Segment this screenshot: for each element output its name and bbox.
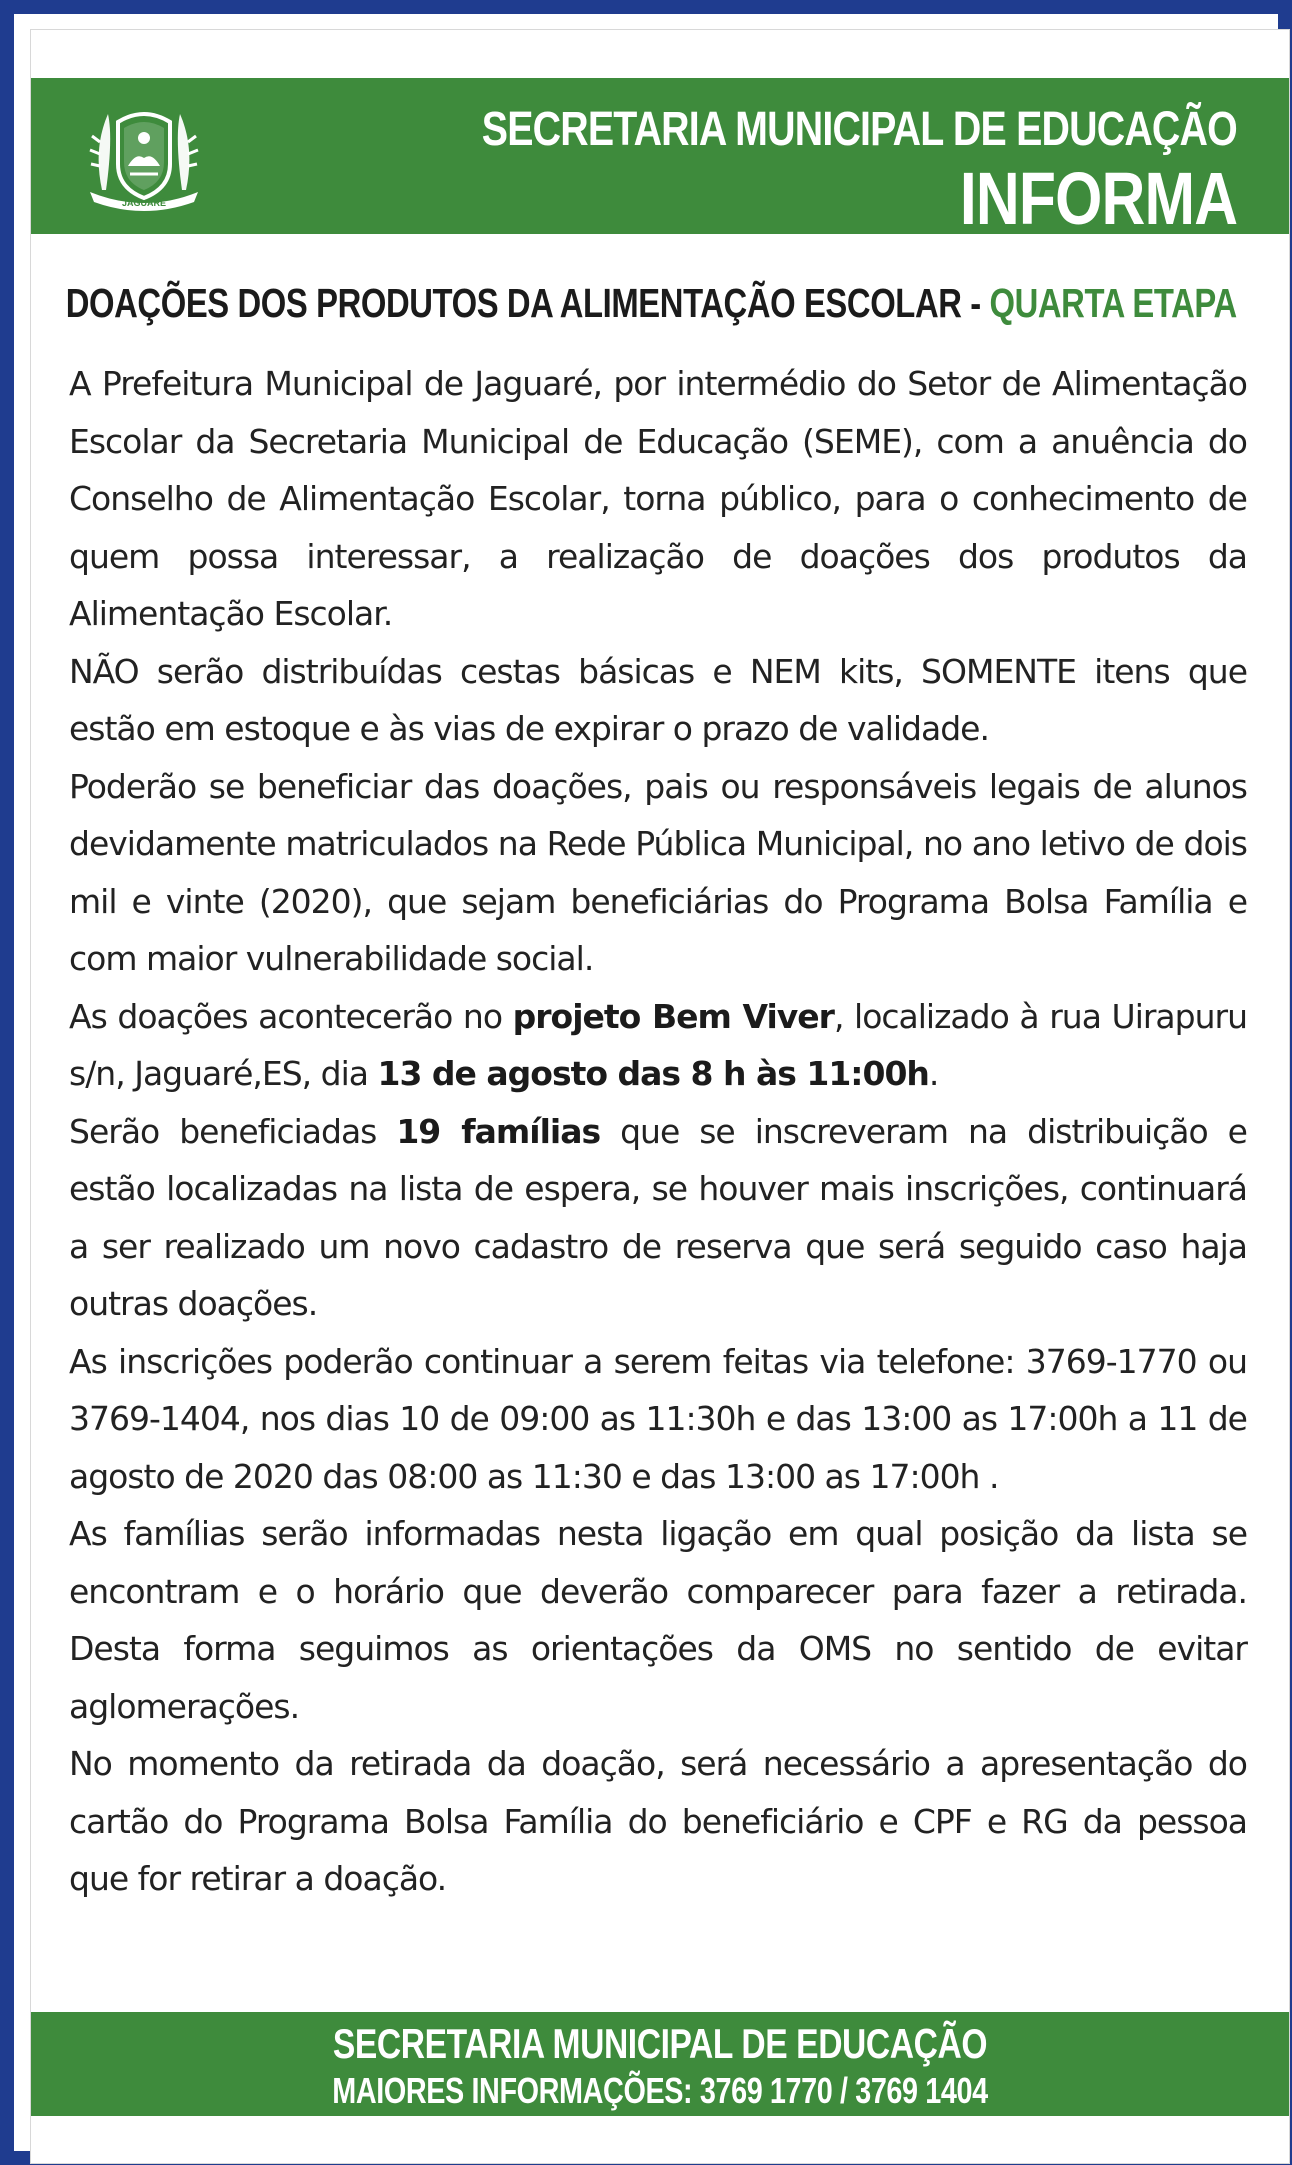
notice-body [69,355,1247,1908]
notice-heading [66,280,1237,327]
jaguare-coat-of-arms-icon [84,102,204,212]
location-address: , localizado à rua Uirapuru s/n, Jaguaré,ES, dia [69,996,1247,1093]
location-date: 13 de agosto das 8 h às 11:00h [377,1054,929,1093]
notice-heading-main: DOAÇÕES DOS PRODUTOS DA ALIMENTAÇÃO ESCOLAR - [66,280,990,326]
paragraph-intro: A Prefeitura Municipal de Jaguaré, por intermédio do Setor de Alimentação Escolar da Secretaria Municipal de Educação (SEME), com a anuência do Conselho de Alimentação Escolar, torna público, para o conhecimento de quem possa interessar, a realização de doações dos produtos da Alimentação Escolar. [69,364,1247,633]
poster-canvas [31,30,1289,2163]
notice-heading-accent: QUARTA ETAPA [989,280,1237,326]
header-band [31,78,1289,240]
paragraph-documents: No momento da retirada da doação, será necessário a apresentação do cartão do Programa Bolsa Família do beneficiário e CPF e RG da pessoa que for retirar a doação. [69,1744,1247,1898]
paragraph-location [69,988,1247,1103]
location-end: . [928,1054,939,1093]
families-text: Serão beneficiadas [69,1111,397,1151]
families-detail: que se inscreveram na distribuição e estão localizadas na lista de espera, se houver mais inscrições, continuará a ser realizado um novo cadastro de reserva que será seguido caso haja outras doações. [69,1111,1247,1323]
paragraph-eligibility: Poderão se beneficiar das doações, pais ou responsáveis legais de alunos devidamente matriculados na Rede Pública Municipal, no ano letivo de dois mil e vinte (2020), que sejam beneficiárias do Programa Bolsa Família e com maior vulnerabilidade social. [69,766,1247,978]
paragraph-queue: As famílias serão informadas nesta ligação em qual posição da lista se encontram e o horário que deverão comparecer para fazer a retirada. Desta forma seguimos as orientações da OMS no sentido de evitar aglomerações. [69,1514,1247,1726]
families-count: 19 famílias [396,1111,601,1151]
paragraph-items: NÃO serão distribuídas cestas básicas e NEM kits, SOMENTE itens que estão em estoque e às vias de expirar o prazo de validade. [69,651,1247,748]
footer-title: SECRETARIA MUNICIPAL DE EDUCAÇÃO [332,2020,988,2067]
paragraph-registration: As inscrições poderão continuar a serem feitas via telefone: 3769-1770 ou 3769-1404, nos dias 10 de 09:00 as 11:30h e das 13:00 as 17:00h a 11 de agosto de 2020 das 08:00 as 11:30 e das 13:00 as 17:00h . [69,1341,1247,1496]
footer-contact-info: MAIORES INFORMAÇÕES: 3769 1770 / 3769 1404 [332,2070,988,2111]
location-text: As doações acontecerão no [69,996,513,1036]
location-project: projeto Bem Viver [512,996,834,1036]
header-subtitle: INFORMA [959,157,1237,240]
header-title: SECRETARIA MUNICIPAL DE EDUCAÇÃO [481,103,1237,156]
paragraph-families [69,1103,1247,1333]
crest-label: JAGUARÉ [121,198,167,208]
footer-band [31,2012,1289,2116]
